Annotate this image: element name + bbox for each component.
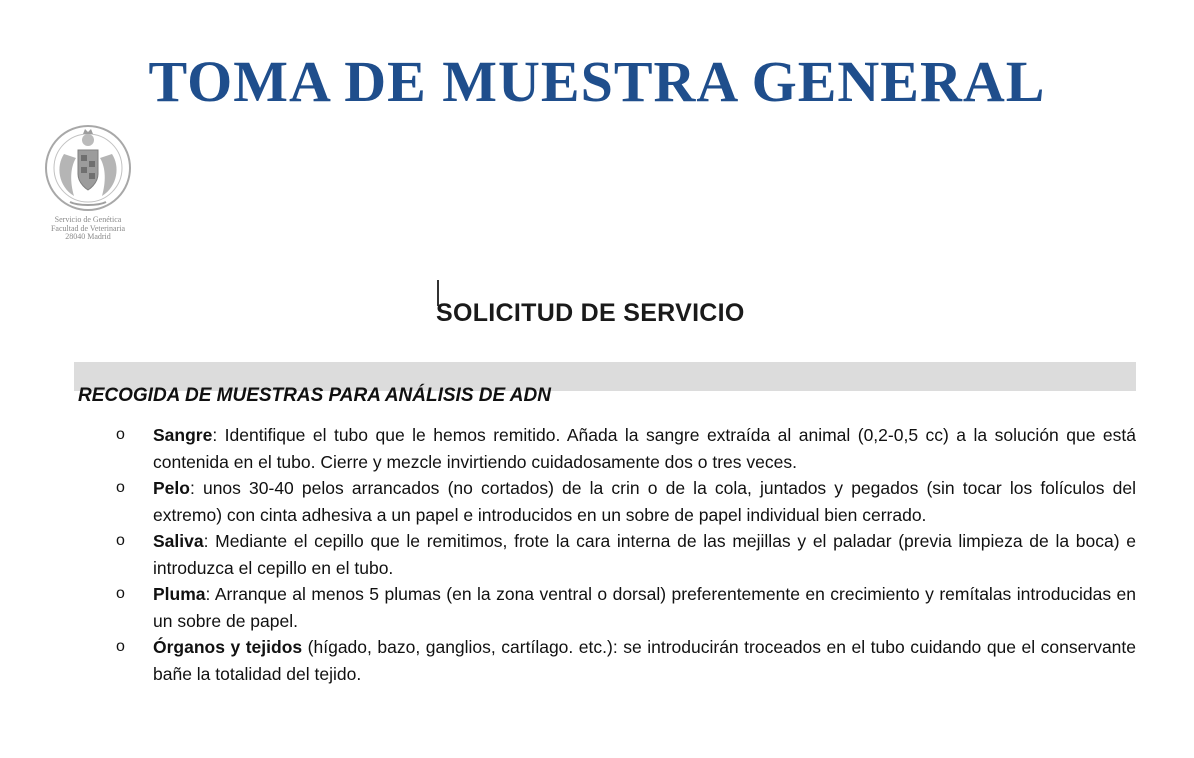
- sample-instructions-list: [116, 422, 1136, 687]
- list-item: [116, 422, 1136, 475]
- sample-instruction-text: : Identifique el tubo que le hemos remitido. Añada la sangre extraída al animal (0,2-0,5 cc) a la solución que está contenida en el tubo. Cierre y mezcle invirtiendo cuidadosamente dos o tres veces.: [153, 425, 1136, 472]
- logo-caption: [40, 216, 136, 242]
- circle-bullet-icon: o: [116, 638, 125, 655]
- sample-type-name: Saliva: [153, 531, 204, 551]
- sample-type-name: Órganos y tejidos: [153, 637, 303, 657]
- section-title: RECOGIDA DE MUESTRAS PARA ANÁLISIS DE ADN: [78, 385, 551, 406]
- list-item: [116, 528, 1136, 581]
- university-crest-icon: [40, 120, 136, 216]
- sample-type-name: Sangre: [153, 425, 213, 445]
- list-item: [116, 581, 1136, 634]
- sample-type-name: Pelo: [153, 478, 190, 498]
- circle-bullet-icon: o: [116, 585, 125, 602]
- circle-bullet-icon: o: [116, 426, 125, 443]
- list-item: [116, 475, 1136, 528]
- sample-type-name: Pluma: [153, 584, 206, 604]
- sample-instruction-text: (hígado, bazo, ganglios, cartílago. etc.): se introducirán troceados en el tubo cuidando que el conservante bañe la totalidad del tejido.: [153, 637, 1137, 684]
- sample-instruction-text: : Arranque al menos 5 plumas (en la zona ventral o dorsal) preferentemente en crecimiento y remítalas introducidas en un sobre de papel.: [153, 584, 1136, 631]
- circle-bullet-icon: o: [116, 479, 125, 496]
- institution-logo: [40, 120, 136, 248]
- logo-caption-line: 28040 Madrid: [65, 232, 111, 241]
- logo-caption-line: Servicio de Genética: [54, 215, 122, 224]
- logo-caption-line: Facultad de Veterinaria: [50, 223, 126, 233]
- document-title: SOLICITUD DE SERVICIO: [436, 298, 745, 327]
- sample-instruction-text: : unos 30-40 pelos arrancados (no cortados) de la crin o de la cola, juntados y pegados (sin tocar los folículos del extremo) con cinta adhesiva a un papel e introducidos en un sobre de papel individual bien cerrado.: [153, 478, 1136, 525]
- sample-instruction-text: : Mediante el cepillo que le remitimos, frote la cara interna de las mejillas y el paladar (previa limpieza de la boca) e introduzca el cepillo en el tubo.: [153, 531, 1136, 578]
- list-item: [116, 634, 1136, 687]
- page-title: TOMA DE MUESTRA GENERAL: [148, 48, 1046, 114]
- circle-bullet-icon: o: [116, 532, 125, 549]
